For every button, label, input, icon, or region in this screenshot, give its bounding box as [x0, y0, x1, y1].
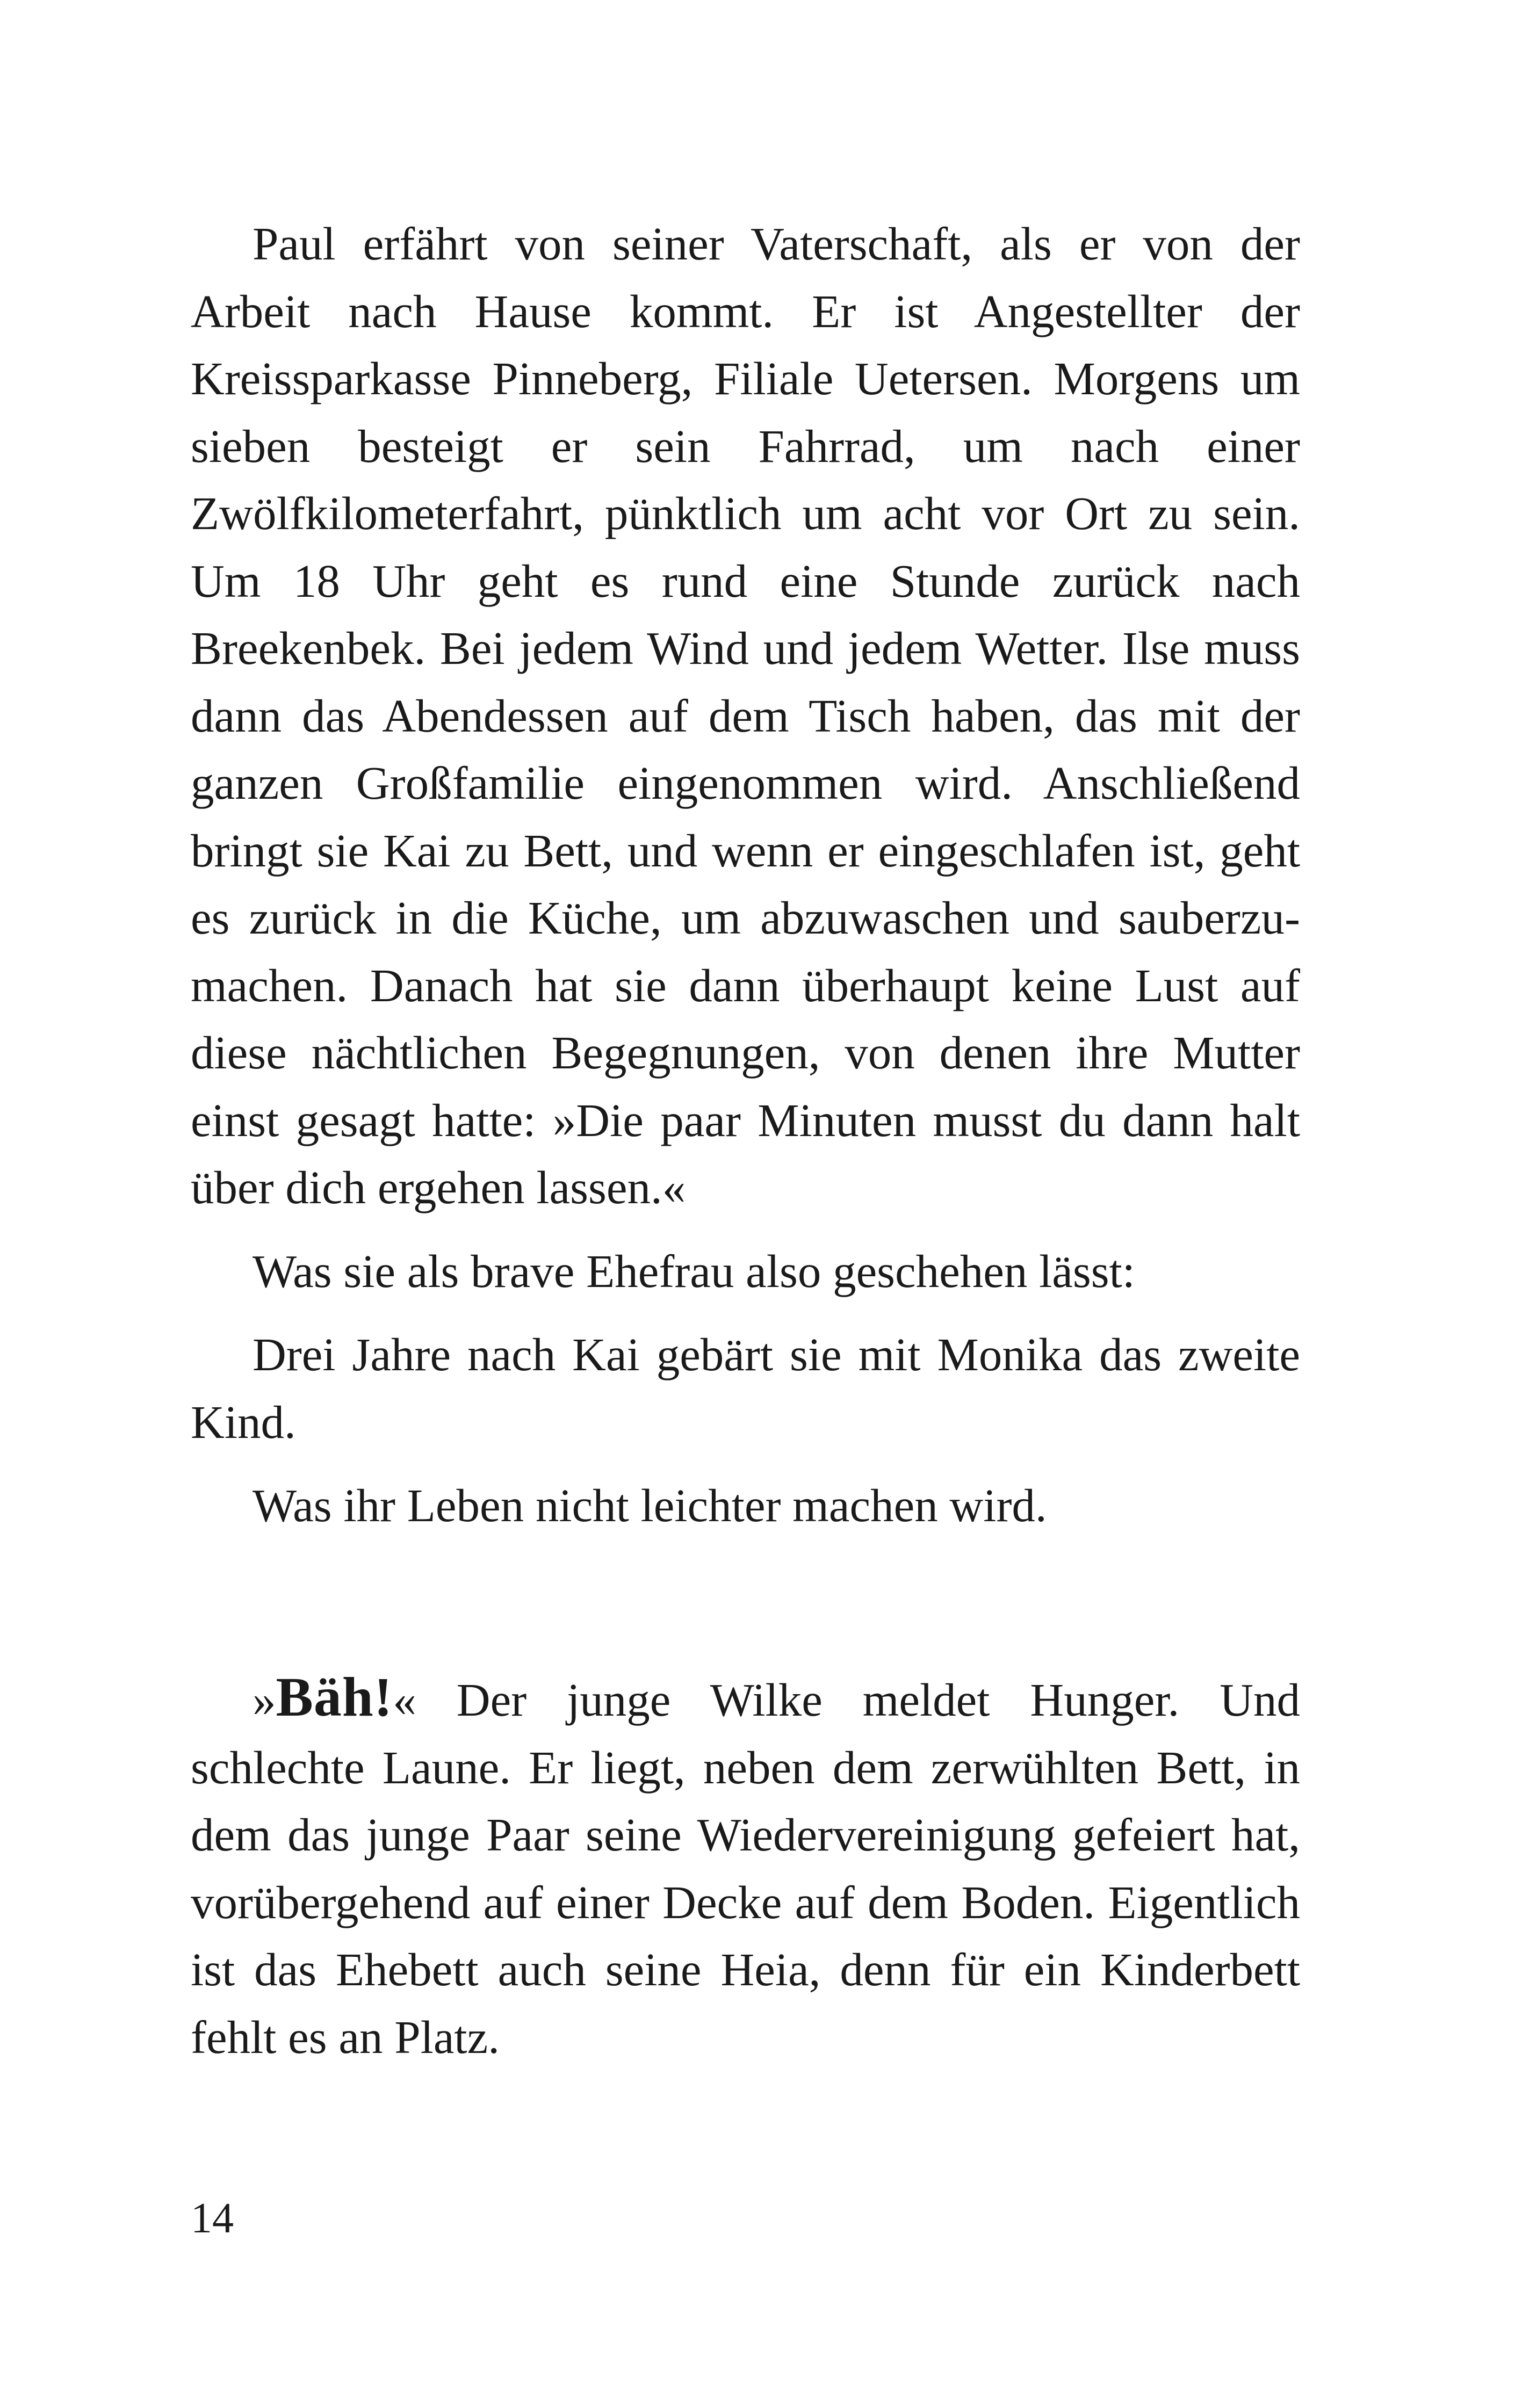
lead-open-quote: » [253, 1674, 276, 1726]
section-one [191, 210, 1300, 1539]
paragraph [191, 1664, 1300, 2071]
section-two [191, 1664, 1300, 2071]
paragraph: Drei Jahre nach Kai gebärt sie mit Monika das zweite Kind. [191, 1328, 1300, 1448]
paragraph: Paul erfährt von seiner Vaterschaft, als er von der Arbeit nach Hause kommt. Er ist Angestellter der Kreissparkasse Pinneberg, Filiale Uetersen. Morgens um sieben besteigt er sein Fahrrad, um nach einer Zwölfkilometerfahrt, pünktlich um acht vor Ort zu sein. Um 18 Uhr geht es rund eine Stunde zurück nach Breekenbek. Bei jedem Wind und jedem Wetter. Ilse muss dann das Abendessen auf dem Tisch haben, das mit der ganzen Großfamilie eingenommen wird. Anschließend bringt sie Kai zu Bett, und wenn er eingeschlafen ist, geht es zurück in die Küche, um abzuwaschen und sauberzumachen. Danach hat sie dann überhaupt keine Lust auf diese nächtlichen Begegnungen, von denen ihre Mutter einst gesagt hatte: »Die paar Minuten musst du dann halt über dich ergehen lassen.« [191, 218, 1300, 1213]
paragraph: Was ihr Leben nicht leichter machen wird. [253, 1479, 1047, 1531]
lead-in-word: Bäh! [276, 1666, 393, 1728]
lead-close-quote: « [393, 1674, 416, 1726]
paragraph-body: Der junge Wilke meldet Hunger. Und schlechte Laune. Er liegt, neben dem zerwühlten Bett, in dem das junge Paar seine Wiedervereinigung gefeiert hat, vorübergehend auf einer Decke auf dem Boden. Eigentlich ist das Ehebett auch seine Heia, denn für ein Kinderbett fehlt es an Platz. [191, 1674, 1300, 2063]
page-number: 14 [191, 2195, 234, 2242]
paragraph: Was sie als brave Ehefrau also geschehen lässt: [253, 1245, 1135, 1297]
